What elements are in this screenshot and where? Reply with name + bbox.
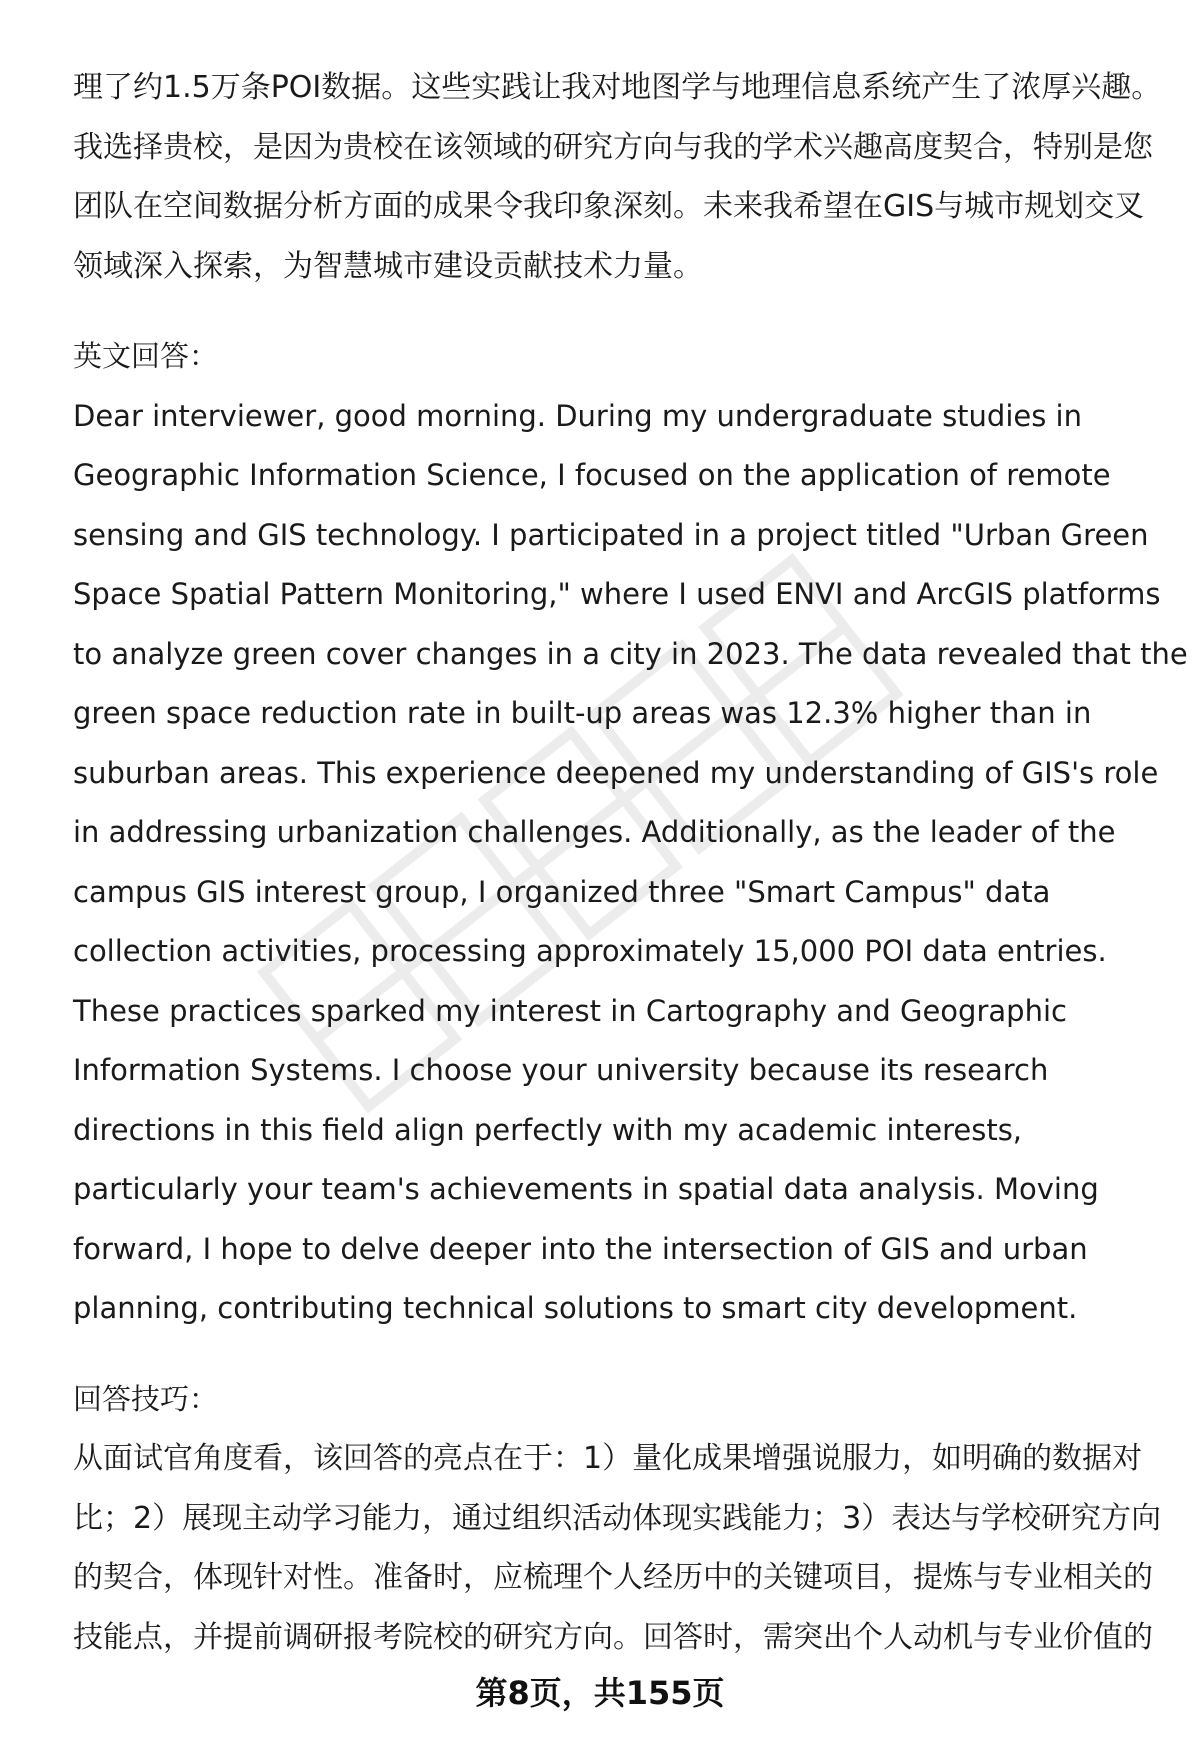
text-line: green space reduction rate in built-up areas was 12.3% higher than in [73, 696, 1092, 730]
text-line: campus GIS interest group, I organized three "Smart Campus" data [73, 874, 1051, 909]
text-line: directions in this field align perfectly with my academic interests, [73, 1112, 1023, 1147]
text-line: 理了约1.5万条POI数据。这些实践让我对地图学与地理信息系统产生了浓厚兴趣。 [73, 70, 1162, 105]
text-line: 从面试官角度看，该回答的亮点在于：1）量化成果增强说服力，如明确的数据对 [73, 1441, 1143, 1476]
text-line: 我选择贵校，是因为贵校在该领域的研究方向与我的学术兴趣高度契合，特别是您 [73, 129, 1153, 165]
english-answer-heading: 英文回答： [73, 339, 219, 373]
text-line: to analyze green cover changes in a city in 2023. The data revealed that the [73, 636, 1188, 671]
text-line: 团队在空间数据分析方面的成果令我印象深刻。未来我希望在GIS与城市规划交叉 [73, 189, 1145, 224]
text-line: sensing and GIS technology. I participated in a project titled "Urban Green [73, 517, 1149, 552]
text-line: suburban areas. This experience deepened my understanding of GIS's role [73, 755, 1159, 790]
text-line: particularly your team's achievements in spatial data analysis. Moving [73, 1172, 1099, 1206]
text-line: 比；2）展现主动学习能力，通过组织活动体现实践能力；3）表达与学校研究方向 [73, 1500, 1162, 1536]
answer-tips-paragraph [73, 1429, 1162, 1667]
text-line: Geographic Information Science, I focused on the application of remote [73, 458, 1111, 492]
text-line: 的契合，体现针对性。准备时，应梳理个人经历中的关键项目，提炼与专业相关的 [73, 1560, 1153, 1595]
english-answer-paragraph [73, 387, 1188, 1339]
text-line: in addressing urbanization challenges. Additionally, as the leader of the [73, 815, 1116, 849]
answer-tips-heading: 回答技巧： [73, 1381, 219, 1416]
text-line: Information Systems. I choose your university because its research [73, 1053, 1049, 1087]
text-line: planning, contributing technical solutions to smart city development. [73, 1291, 1078, 1325]
text-line: 领域深入探索，为智慧城市建设贡献技术力量。 [73, 248, 703, 284]
text-line: Dear interviewer, good morning. During my undergraduate studies in [73, 398, 1082, 433]
page-number: 第8页，共155页 [475, 1674, 725, 1712]
text-line: forward, I hope to delve deeper into the intersection of GIS and urban [73, 1231, 1088, 1266]
intro-paragraph [73, 58, 1162, 296]
document-page [73, 58, 1188, 1667]
text-line: 技能点，并提前调研报考院校的研究方向。回答时，需突出个人动机与专业价值的 [73, 1619, 1153, 1655]
text-line: These practices sparked my interest in Cartography and Geographic [73, 993, 1067, 1028]
text-line: Space Spatial Pattern Monitoring," where I used ENVI and ArcGIS platforms [73, 577, 1161, 611]
text-line: collection activities, processing approximately 15,000 POI data entries. [73, 934, 1107, 968]
